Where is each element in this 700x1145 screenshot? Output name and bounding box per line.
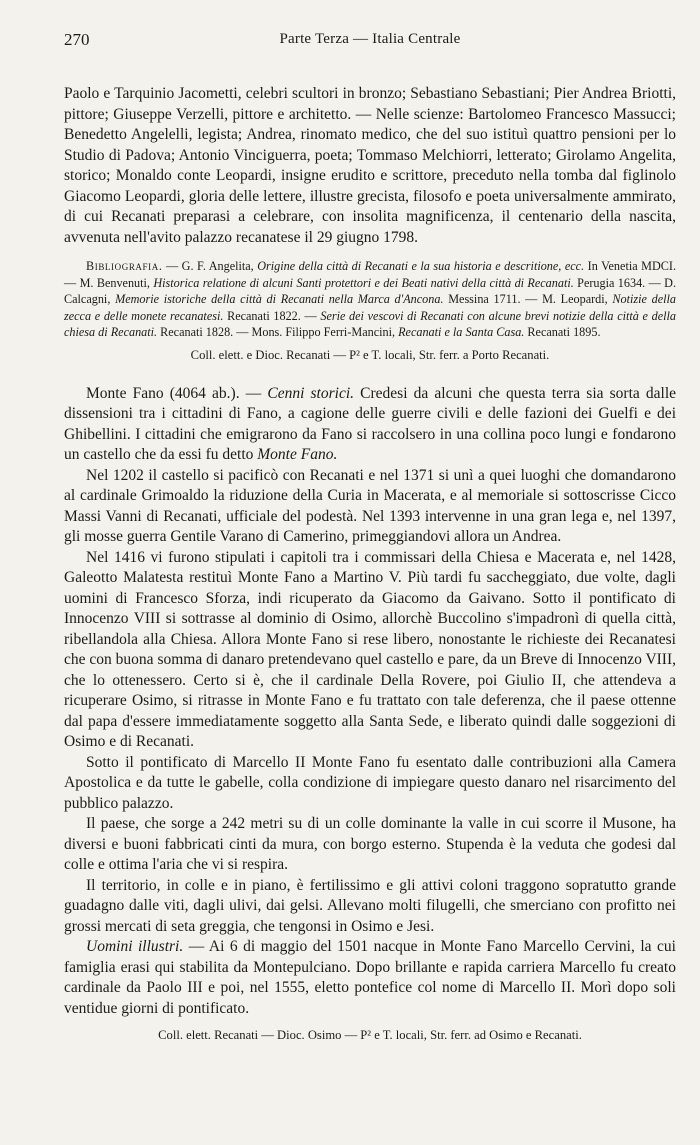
intro-italic: Monte Fano.: [257, 446, 338, 464]
bibliography-text: Recanati 1828. — Mons. Filippo Ferri-Mancini,: [157, 325, 399, 340]
running-title: Parte Terza — Italia Centrale: [279, 31, 461, 47]
bibliography-label: Bibliografia.: [86, 259, 163, 273]
body-paragraph: Sotto il pontificato di Marcello II Monte Fano fu esentato dalle contribuzioni alla Camera Apostolica e da tutte le gabelle, colla condizione di impiegare questo danaro nel risarcimento del pubblico palazzo.: [64, 753, 676, 812]
bibliography-work-title: Recanati e la Santa Casa.: [398, 325, 525, 340]
monte-fano-entry: [64, 384, 676, 1045]
intro-text: Credesi da alcuni che questa terra sia sorta dalle dissensioni tra i cittadini di Fano, a cagione delle guerre civili e delle fazioni dei Guelfi e dei Ghibellini. I cittadini che emigrarono da Fano si raccolsero in una collina poco lungi e fondarono un castello che da essi fu detto: [64, 384, 677, 464]
body-paragraph: Nel 1416 vi furono stipulati i capitoli tra i commissari della Chiesa e Macerata e, nel 1428, Galeotto Malatesta restituì Monte Fano a Martino V. Più tardi fu saccheggiato, due volte, dagli uomini di Francesco Sforza, indi ricuperato da Giacomo da Gaivano. Sotto il pontificato di Innocenzo VIII si sottrasse al dominio di Osimo, allorchè Buccolino s'impadronì di quella città, ribellandola alla Chiesa. Allora Monte Fano si rese libero, nonostante le richieste dei Recanatesi che con buona somma di danaro pretendevano quel castello e pare, da un Breve di Innocenzo VIII, che lo ottenessero. Certo si è, che il cardinale Della Rovere, poi Giulio II, che attendeva a ricuperare Osimo, si ritrasse in Monte Fano e fu trattato con tale deferenza, che il paese ottenne dal papa d'essere immediatamente soggetto alla Santa Sede, e liberato quindi dalle soggezioni di Osimo e di Recanati.: [64, 548, 676, 751]
section-label: Cenni storici.: [267, 384, 355, 402]
page-number: 270: [64, 30, 90, 49]
bibliography-work-title: Notizie della zecca e delle monete recanatesi.: [64, 292, 676, 323]
bibliography: [64, 258, 676, 341]
recanati-electoral-note: Coll. elett. e Dioc. Recanati — P² e T. locali, Str. ferr. a Porto Recanati.: [190, 347, 550, 362]
entry-title: Monte Fano: [86, 384, 164, 402]
monte-fano-intro: Monte Fano (4064 ab.). — Cenni storici. Credesi da alcuni che questa terra sia sorta dalle dissensioni tra i cittadini di Fano, a cagione delle guerre civili e delle fazioni dei Guelfi e dei Ghibellini. I cittadini che emigrarono da Fano si raccolsero in una collina poco lungi e fondarono un castello che da essi fu detto Monte Fano.: [64, 384, 677, 464]
recanati-illustrious-men: [64, 84, 676, 248]
uomini-label: Uomini illustri.: [86, 938, 184, 956]
body-paragraph: Il paese, che sorge a 242 metri su di un colle dominante la valle in cui scorre il Musone, ha diversi e buoni fabbricati cinti da mura, con borgo esterno. Stupenda è la veduta che godesi dal colle e ottima l'aria che vi si respira.: [64, 815, 676, 874]
monte-fano-electoral-note: Coll. elett. Recanati — Dioc. Osimo — P² e T. locali, Str. ferr. ad Osimo e Recanati.: [158, 1028, 582, 1043]
uomini-text: — Ai 6 di maggio del 1501 nacque in Monte Fano Marcello Cervini, la cui famiglia erasi qui stabilita da Montepulciano. Dopo brillante e rapida carriera Marcello fu creato cardinale da Paolo III e poi, nel 1555, eletto pontefice col nome di Marcello II. Morì dopo soli ventidue giorni di pontificato.: [64, 938, 676, 1017]
bibliography-text: Messina 1711. — M. Leopardi,: [443, 292, 613, 307]
bibliography-work-title: Origine della città di Recanati e la sua historia e descritione, ecc.: [257, 259, 585, 273]
bibliography-text: — G. F. Angelita,: [162, 259, 258, 273]
body-paragraph: Il territorio, in colle e in piano, è fertilissimo e gli attivi coloni traggono sopratutto grande guadagno dalle viti, dagli ulivi, dai gelsi. Allevano molti filugelli, che smerciano con profitto nei grossi mercati di seta greggia, che tengonsi in Osimo e Jesi.: [64, 876, 676, 935]
bibliography-text: Recanati 1895.: [524, 325, 601, 340]
bibliography-text: Recanati 1822. —: [223, 308, 321, 323]
bibliography-work-title: Serie dei vescovi di Recanati con alcune brevi notizie della città e della chiesa di Recanati.: [64, 308, 676, 340]
bibliography-work-title: Historica relatione di alcuni Santi protettori e dei Beati nativi della città di Recanati.: [153, 275, 574, 290]
body-paragraph: Nel 1202 il castello si pacificò con Recanati e nel 1371 si unì a quei luoghi che domandarono al cardinale Grimoaldo la riduzione della Curia in Macerata, e al memoriale si sottoscrisse Cicco Massi Vanni di Recanati, ufficiale del podestà. Nel 1393 intervenne in una gran lega e, nel 1397, gli mosse guerra Gentile Varano di Camerino, primeggiandovi allora un Andrea.: [64, 466, 676, 546]
body-paragraph: Paolo e Tarquinio Jacometti, celebri scultori in bronzo; Sebastiano Sebastiani; Pier Andrea Briotti, pittore; Giuseppe Verzelli, pittore e architetto. — Nelle scienze: Bartolomeo Francesco Massucci; Benedetto Angelelli, legista; Andrea, rinomato medico, che del suo istituì quattro pensioni per lo Studio di Padova; Antonio Vinciguerra, poeta; Tommaso Melchiorri, letterato; Girolamo Angelita, storico; Monaldo conte Leopardi, insigne erudito e scrittore, preceduto nella tomba dal figlinolo Giacomo Leopardi, gloria delle lettere, illustre grecista, filosofo e poeta universalmente ammirato, di cui Recanati preparasi a celebrare, con insolita magnificenza, il centenario della nascita, avvenuta nell'avito palazzo recanatese il 29 giugno 1798.: [64, 85, 676, 246]
page: [64, 30, 676, 1044]
uomini-illustri-paragraph: [64, 937, 676, 1019]
bibliography-text: Perugia 1634. — D. Calcagni,: [64, 275, 676, 307]
running-head: [64, 30, 676, 56]
inhabitants: (4064 ab.).: [169, 384, 240, 402]
bibliography-text: In Venetia MDCI. — M. Benvenuti,: [64, 259, 676, 290]
bibliography-work-title: Memorie istoriche della città di Recanati nella Marca d'Ancona.: [115, 292, 444, 307]
